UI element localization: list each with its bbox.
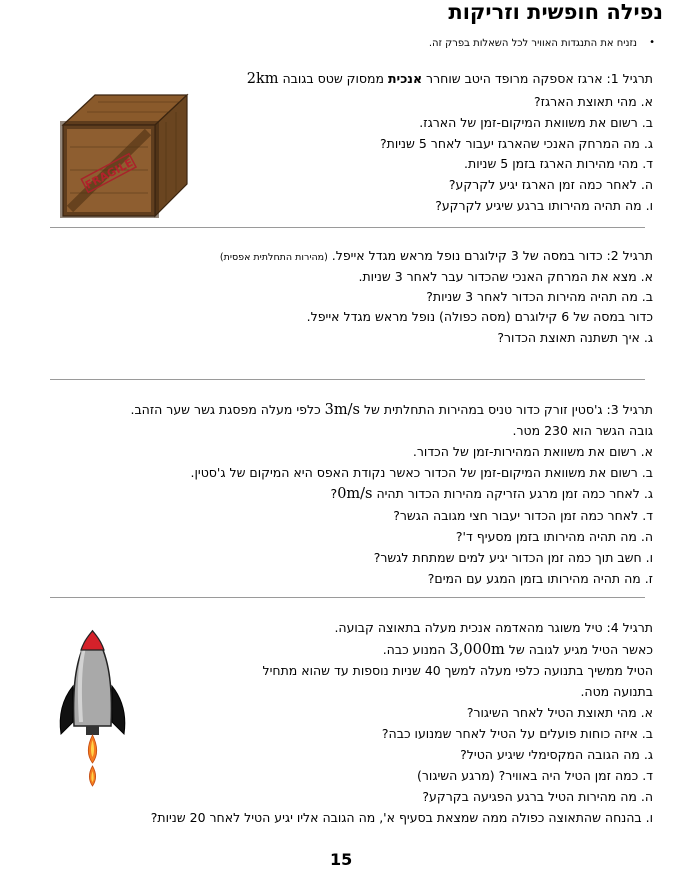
ex4-line2: כאשר הטיל מגיע לגובה של 3,000m המנוע כבה.: [382, 642, 653, 658]
ex4-item-b: ב. איזה כוחות פועלים על הטיל לאחר שמנועו כבה?: [381, 726, 653, 741]
ex2-item-a: א. מצא את המרחק האנכי שהכדור עבר לאחר 3 שניות.: [358, 269, 653, 284]
ex1-item-b: ב. רשום את משוואת המיקום-זמן של הארגז.: [419, 115, 653, 130]
divider-1: [50, 227, 645, 228]
ex3-item-g: ז. מה תהיה מהירותו בזמן המגע עם המים?: [427, 571, 653, 586]
ex3-line2: גובה הגשר הוא 230 מטר.: [512, 423, 653, 438]
bullet-icon: •: [649, 37, 655, 48]
fragile-label: FRAGILE: [83, 155, 136, 192]
ex4-item-c: ג. מה הגובה המקסימלי שיגיע הטיל?: [460, 747, 653, 762]
ex2-line-c: כדור במסה של 6 קילוגרם (מסה כפולה) נופל מראש מגדל אייפל.: [306, 309, 653, 324]
ex2-item-c: ג. איך תשתנה תאוצת הכדור?: [497, 330, 653, 345]
general-note: [428, 37, 655, 49]
ex1-heading: תרגיל 1: ארגז אספקה מרופד היטב שוחרר אנכית ממסוק שטס בגובה 2km: [246, 71, 653, 87]
ex3-item-d: ד. לאחר כמה זמן הכדור יעבור חצי מגובה הגשר?: [393, 508, 653, 523]
divider-3: [50, 597, 645, 598]
ex4-line3: הטיל ממשיך בתנועה כלפי מעלה למשך 40 שניות נוספות עד שהוא מתחיל: [262, 663, 653, 678]
rocket-illustration: [55, 626, 130, 796]
ex3-item-e: ה. מה תהיה מהירותו בזמן מסעיף ד'?: [455, 529, 653, 544]
page-title: נפילה חופשית וזריקות: [448, 0, 663, 24]
ex3-heading: תרגיל 3: ג'סטין זורק כדור טניס במהירות התחלתית של 3m/s כלפי מעלה מפסגת גשר שער הזהב.: [130, 402, 653, 418]
ex1-item-e: ה. לאחר כמה זמן הארגז יגיע לקרקע?: [448, 177, 653, 192]
ex4-item-e: ה. מה מהירות הטיל ברגע הפגיעה בקרקע?: [422, 789, 653, 804]
ex1-item-a: א. מהי תאוצת הארגז?: [533, 94, 653, 109]
note-text: נזניח את התנגדות האוויר לכל השאלות בפרק זה.: [428, 38, 637, 49]
divider-2: [50, 379, 645, 380]
ex3-item-b: ב. רשום את משוואת המיקום-זמן של הכדור כאשר נקודת האפס היא המיקום של ג'סטין.: [190, 465, 653, 480]
ex4-item-a: א. מהי תאוצת הטיל לאחר השיגור?: [466, 705, 653, 720]
ex4-heading: תרגיל 4: טיל משוגר מהאדמה אנכית מעלה בתאוצה קבועה.: [334, 620, 653, 635]
ex2-item-b: ב. מה תהיה מהירות הכדור לאחר 3 שניות?: [426, 289, 653, 304]
ex1-item-f: ו. מה תהיה מהירותו ברגע שיגיע לקרקע?: [435, 198, 653, 213]
page-number: 15: [330, 850, 353, 869]
ex4-item-f: ו. בהנחה שהתאוצה כפולה ממה שמצאת בסעיף א', מה הגובה אליו יגיע הטיל לאחר 20 שניות?: [150, 810, 653, 825]
ex1-item-d: ד. מהי מהירות הארגז בזמן 5 שניות.: [464, 156, 653, 171]
ex2-heading: תרגיל 2: כדור במסה של 3 קילוגרם נופל מראש מגדל אייפל. (מהירות התחלתית אפסית): [219, 248, 653, 263]
ex3-item-c: ג. לאחר כמה זמן מרגע הזריקה מהירות הכדור תהיה 0m/s?: [330, 486, 653, 502]
ex3-item-f: ו. חשב תוך כמה זמן הכדור יגיע למים שמתחת לגשר?: [373, 550, 653, 565]
ex4-item-d: ד. כמה זמן הטיל היה באוויר? (מרגע השיגור): [417, 768, 653, 783]
crate-illustration: [60, 92, 190, 218]
ex1-item-c: ג. מה המרחק האנכי שהארגז יעבור לאחר 5 שניות?: [379, 136, 653, 151]
ex4-line4: בתנועה מטה.: [580, 684, 653, 699]
ex3-item-a: א. רשום את משוואת המהירות-זמן של הכדור.: [412, 444, 653, 459]
